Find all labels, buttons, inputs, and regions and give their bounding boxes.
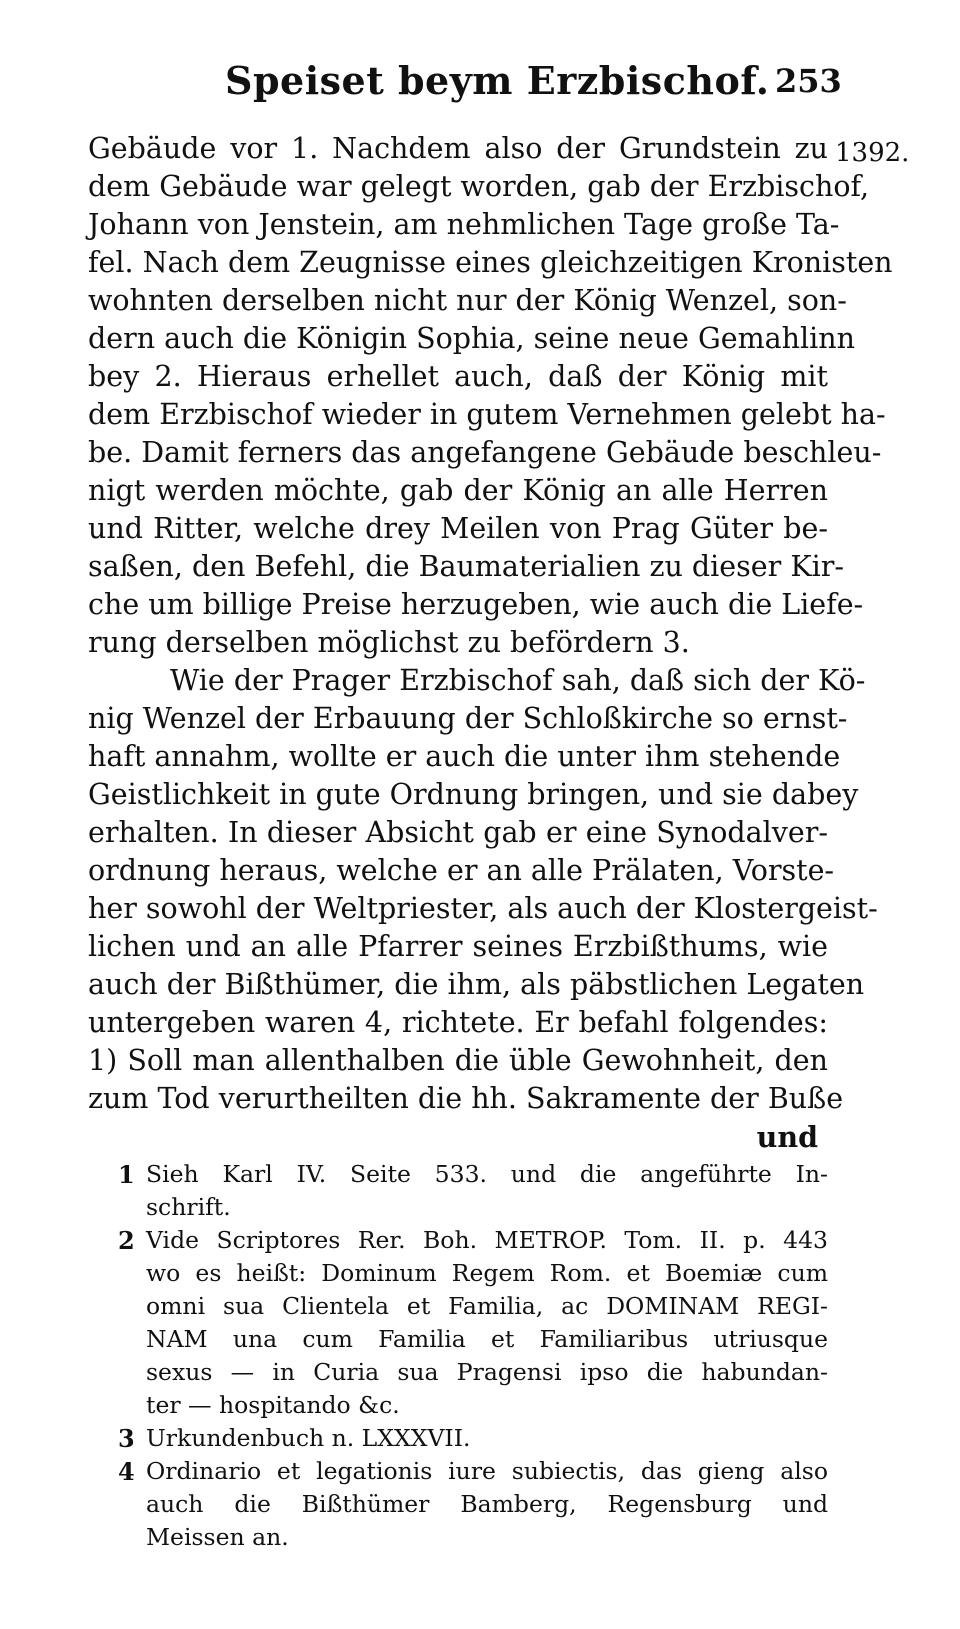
- footnote-number: 1: [118, 1160, 135, 1189]
- footnote-number: 3: [118, 1424, 135, 1453]
- footnote-line: sexus — in Curia sua Pragensi ipso die habundan-: [146, 1358, 828, 1386]
- footnote-body: [146, 1224, 828, 1422]
- footnote-line: wo es heißt: Dominum Regem Rom. et Boemiæ cum: [146, 1259, 828, 1287]
- text-line: rung derselben möglichst zu befördern 3.: [88, 626, 690, 659]
- footnote-line: omni sua Clientela et Familia, ac DOMINAM REGI-: [146, 1292, 828, 1320]
- text-line: nig Wenzel der Erbauung der Schloßkirche so ernst-: [88, 702, 848, 735]
- text-line: auch der Bißthümer, die ihm, als päbstlichen Legaten: [88, 968, 865, 1001]
- footnote-line: Ordinario et legationis iure subiectis, das gieng also: [146, 1457, 828, 1485]
- margin-year-note: 1392.: [835, 138, 910, 168]
- footnote-body: [146, 1158, 828, 1224]
- text-line: dern auch die Königin Sophia, seine neue Gemahlinn: [88, 322, 855, 355]
- text-line: zum Tod verurtheilten die hh. Sakramente der Buße: [88, 1082, 844, 1115]
- footnote-1: [118, 1158, 828, 1224]
- text-line: nigt werden möchte, gab der König an alle Herren: [88, 474, 828, 507]
- footnote-line: Vide Scriptores Rer. Boh. METROP. Tom. II. p. 443: [146, 1226, 828, 1254]
- text-line: Gebäude vor 1. Nachdem also der Grundstein zu: [88, 132, 828, 165]
- page-number: 253: [775, 62, 842, 100]
- text-line: wohnten derselben nicht nur der König Wenzel, son-: [88, 284, 847, 317]
- footnote-line: auch die Bißthümer Bamberg, Regensburg und: [146, 1490, 828, 1518]
- text-line: lichen und an alle Pfarrer seines Erzbißthums, wie: [88, 930, 828, 963]
- footnotes: [118, 1158, 828, 1554]
- footnote-line: NAM una cum Familia et Familiaribus utriusque: [146, 1325, 828, 1353]
- footnote-4: [118, 1455, 828, 1554]
- footnote-line: Meissen an.: [146, 1523, 289, 1551]
- text-line: erhalten. In dieser Absicht gab er eine Synodalver-: [88, 816, 828, 849]
- text-line: her sowohl der Weltpriester, als auch der Klostergeist-: [88, 892, 878, 925]
- text-line: untergeben waren 4, richtete. Er befahl folgendes:: [88, 1006, 828, 1039]
- footnote-line: schrift.: [146, 1193, 231, 1221]
- paragraph-start-line: Wie der Prager Erzbischof sah, daß sich der Kö-: [170, 664, 866, 697]
- running-header: [0, 58, 960, 108]
- text-line: Geistlichkeit in gute Ordnung bringen, und sie dabey: [88, 778, 859, 811]
- footnote-number: 2: [118, 1226, 135, 1255]
- text-line: dem Erzbischof wieder in gutem Vernehmen gelebt ha-: [88, 398, 886, 431]
- footnote-number: 4: [118, 1457, 135, 1486]
- running-title: Speiset beym Erzbischof.: [225, 58, 770, 103]
- text-line: 1) Soll man allenthalben die üble Gewohnheit, den: [88, 1044, 828, 1077]
- footnote-2: [118, 1224, 828, 1422]
- footnote-body: [146, 1455, 828, 1554]
- text-line: che um billige Preise herzugeben, wie auch die Liefe-: [88, 588, 864, 621]
- footnote-body: [146, 1422, 828, 1455]
- footnote-line: Sieh Karl IV. Seite 533. und die angeführte In-: [146, 1160, 828, 1188]
- text-line: Johann von Jenstein, am nehmlichen Tage große Ta-: [88, 208, 840, 241]
- text-line: saßen, den Befehl, die Baumaterialien zu dieser Kir-: [88, 550, 844, 583]
- text-line: bey 2. Hieraus erhellet auch, daß der König mit: [88, 360, 828, 393]
- text-line: ordnung heraus, welche er an alle Prälaten, Vorste-: [88, 854, 835, 887]
- footnote-line: Urkundenbuch n. LXXXVII.: [146, 1424, 471, 1452]
- text-line: be. Damit ferners das angefangene Gebäude beschleu-: [88, 436, 882, 469]
- catchword: und: [756, 1120, 818, 1154]
- text-line: und Ritter, welche drey Meilen von Prag Güter be-: [88, 512, 828, 545]
- footnote-3: [118, 1422, 828, 1455]
- text-line: fel. Nach dem Zeugnisse eines gleichzeitigen Kronisten: [88, 246, 893, 279]
- text-line: haft annahm, wollte er auch die unter ihm stehende: [88, 740, 841, 773]
- text-line: dem Gebäude war gelegt worden, gab der Erzbischof,: [88, 170, 870, 203]
- footnote-line: ter — hospitando &c.: [146, 1391, 400, 1419]
